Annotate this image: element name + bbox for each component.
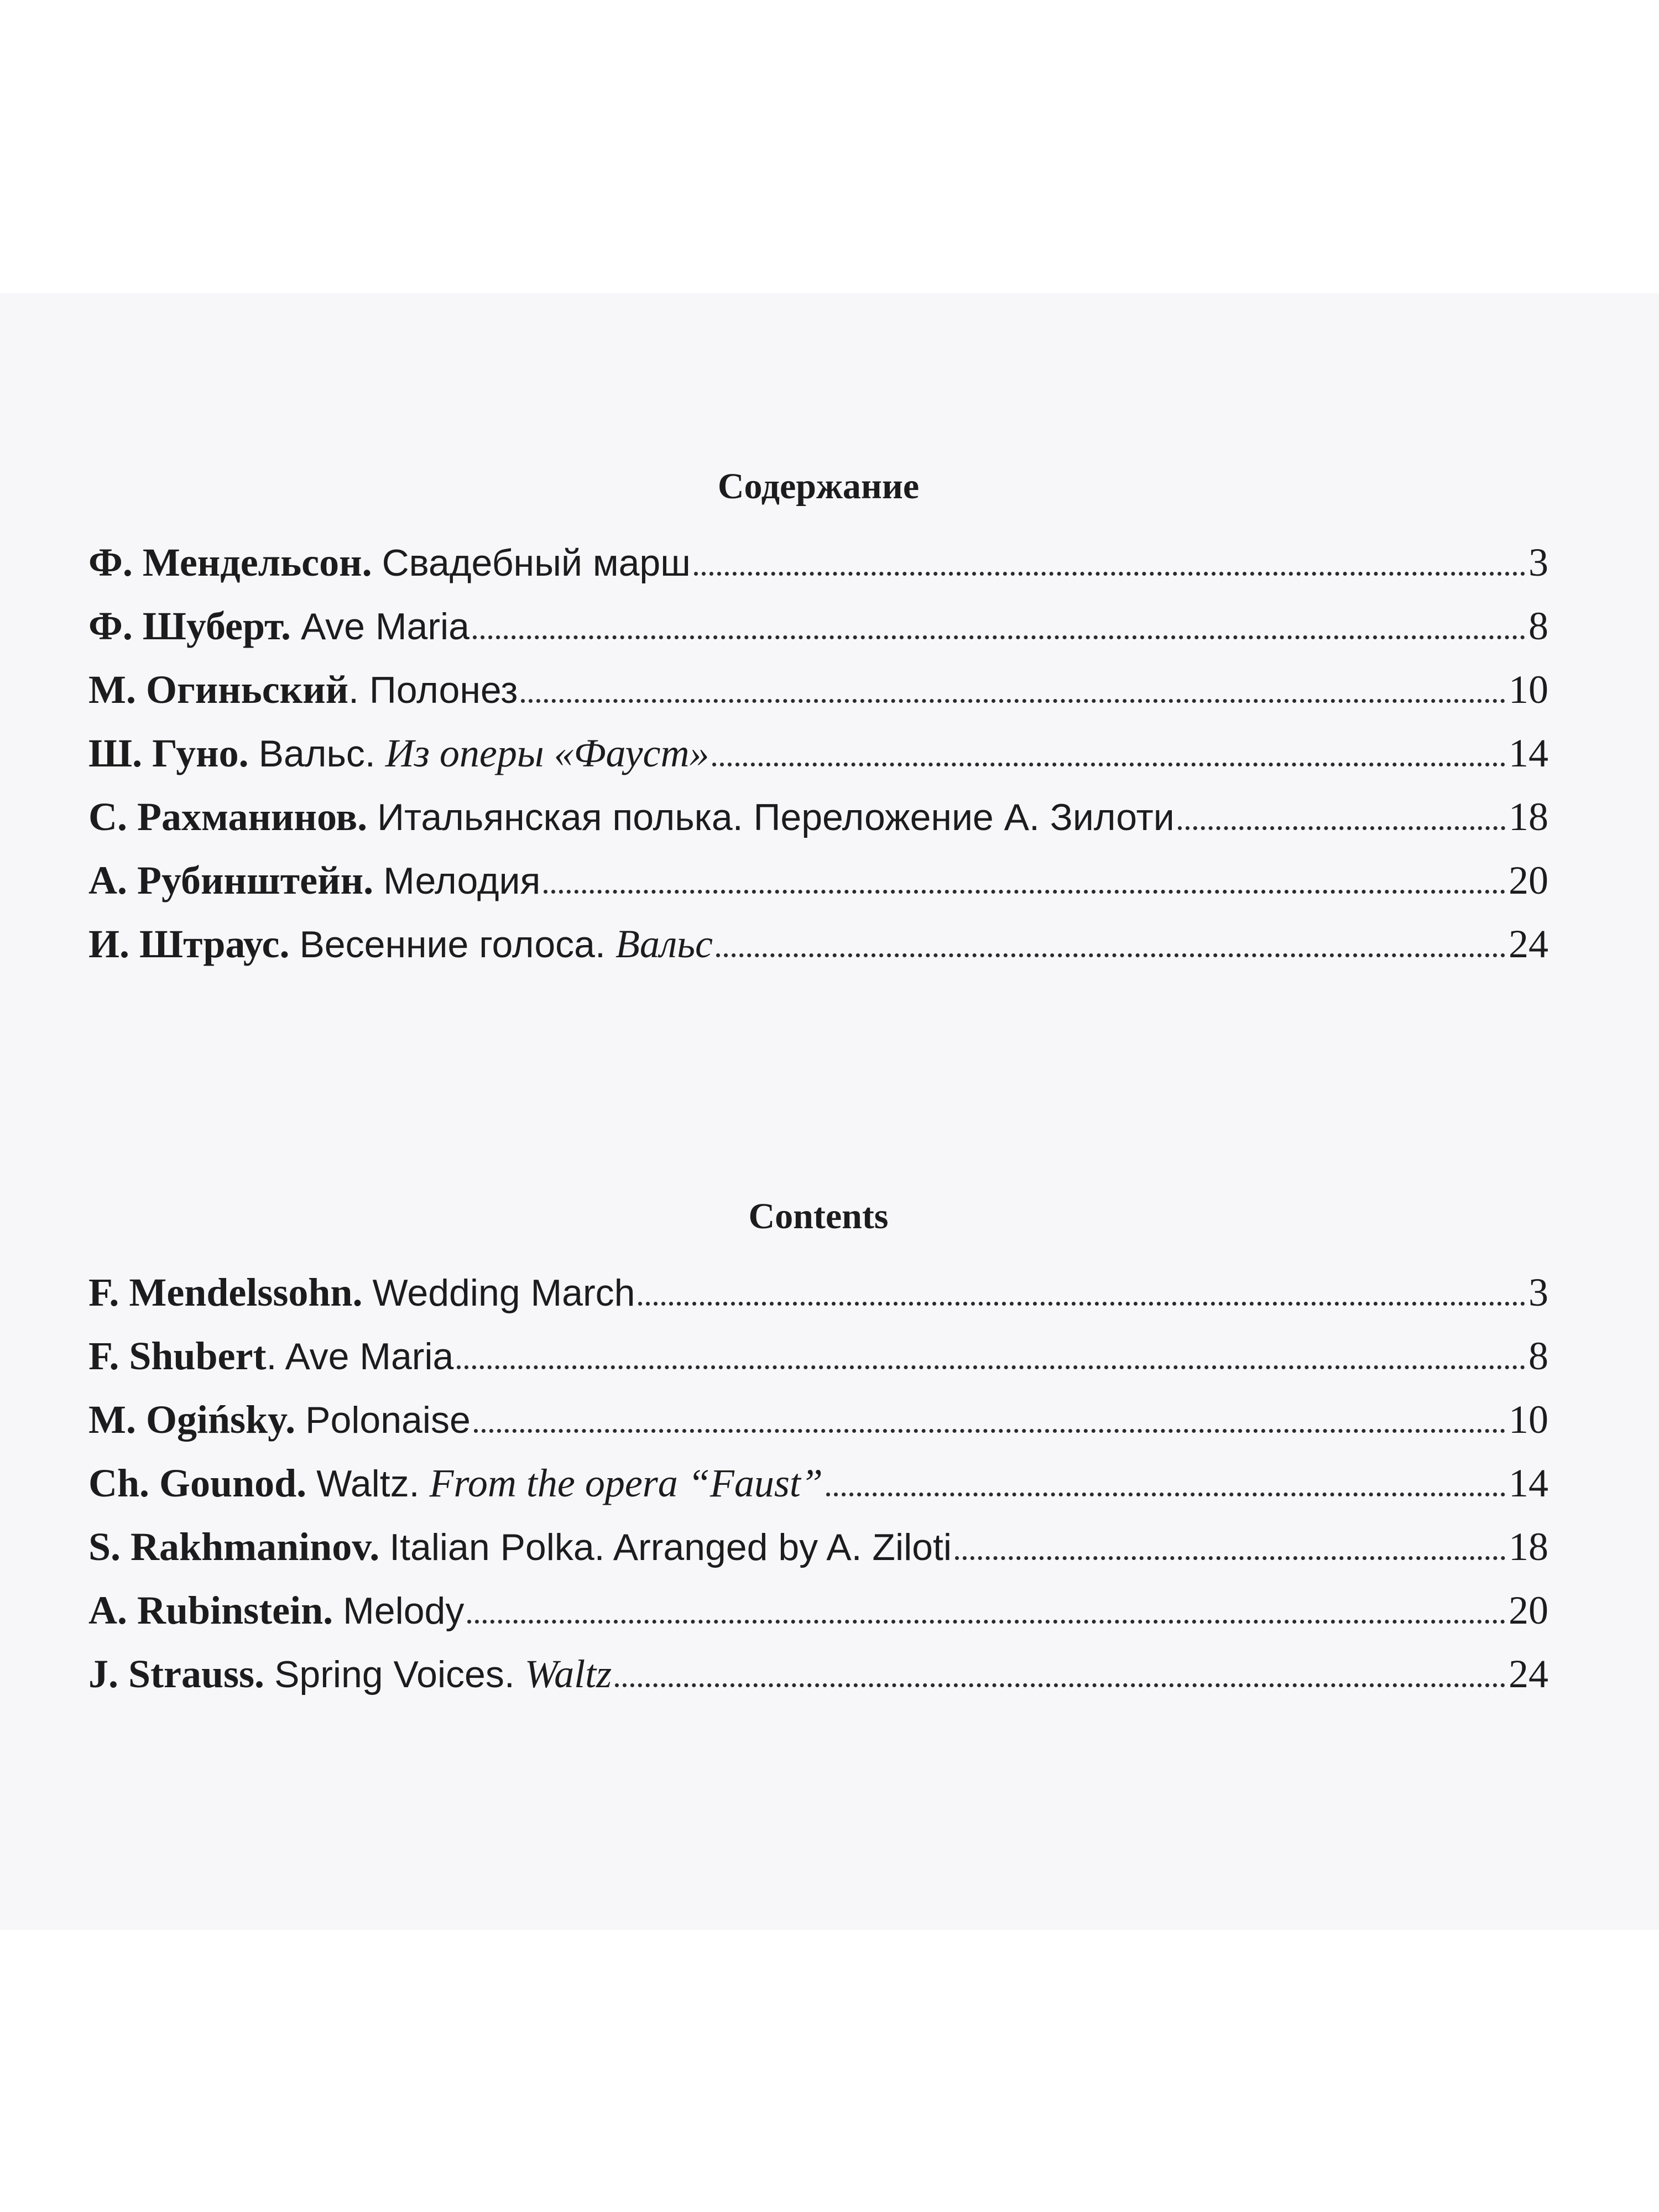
page-number: 24 (1509, 1652, 1548, 1696)
work-title: Waltz. (316, 1463, 420, 1505)
dot-leader (694, 572, 1525, 576)
toc-entry[interactable] (88, 667, 1548, 731)
composer: S. Rakhmaninov. (88, 1525, 380, 1569)
dot-leader (544, 890, 1505, 894)
toc-entry[interactable] (88, 921, 1548, 985)
scanned-page (0, 293, 1659, 1930)
composer: F. Mendelssohn. (88, 1270, 363, 1314)
toc-entry[interactable] (88, 603, 1548, 667)
work-subtitle: Вальс (615, 922, 713, 966)
composer: Ш. Гуно. (88, 731, 249, 775)
work-subtitle: Waltz (524, 1652, 612, 1696)
dot-leader (615, 1683, 1505, 1687)
dot-leader (955, 1556, 1505, 1560)
page-number: 14 (1509, 731, 1548, 775)
toc-title-russian: Содержание (717, 466, 920, 507)
composer: А. Рубинштейн. (88, 858, 374, 902)
toc-entry[interactable] (88, 731, 1548, 794)
toc-entry[interactable] (88, 1333, 1548, 1397)
work-title: Italian Polka. Arranged by A. Ziloti (389, 1526, 952, 1568)
page-number: 20 (1509, 1588, 1548, 1632)
toc-entry[interactable] (88, 1524, 1548, 1588)
page-number: 14 (1509, 1461, 1548, 1505)
composer: С. Рахманинов. (88, 795, 368, 839)
composer: J. Strauss. (88, 1652, 265, 1696)
work-subtitle: Из оперы «Фауст» (385, 731, 709, 775)
page-number: 18 (1509, 795, 1548, 839)
work-title: Вальс. (258, 733, 375, 775)
dot-leader (1178, 826, 1505, 830)
toc-entry[interactable] (88, 1270, 1548, 1333)
page-number: 3 (1528, 540, 1548, 585)
composer: Ф. Шуберт. (88, 604, 291, 648)
dot-leader (474, 1429, 1505, 1433)
dot-leader (638, 1302, 1525, 1306)
page-number: 18 (1509, 1525, 1548, 1569)
toc-entry[interactable] (88, 540, 1548, 603)
work-title: Ave Maria (301, 606, 469, 648)
page-number: 20 (1509, 858, 1548, 902)
work-title: Свадебный марш (382, 542, 691, 584)
work-title: Wedding March (372, 1272, 635, 1314)
toc-entry[interactable] (88, 1460, 1548, 1524)
page-number: 8 (1528, 1334, 1548, 1378)
toc-entry[interactable] (88, 1588, 1548, 1651)
work-title: Melody (343, 1590, 465, 1632)
toc-english (88, 1194, 1548, 1715)
dot-leader (467, 1620, 1505, 1624)
toc-entry[interactable] (88, 858, 1548, 921)
dot-leader (457, 1365, 1525, 1369)
work-title: Spring Voices. (274, 1653, 515, 1695)
dot-leader (826, 1493, 1505, 1496)
toc-russian (88, 465, 1548, 985)
composer: М. Огиньский (88, 667, 349, 712)
composer: Ch. Gounod. (88, 1461, 307, 1505)
toc-entry[interactable] (88, 794, 1548, 858)
work-title: Polonaise (305, 1399, 471, 1441)
work-title: . Ave Maria (266, 1335, 454, 1378)
work-title: Итальянская полька. Переложение А. Зилоти (377, 796, 1175, 838)
composer: И. Штраус. (88, 922, 290, 966)
composer: M. Ogińsky. (88, 1397, 296, 1442)
work-title: Весенние голоса. (299, 924, 606, 966)
composer: A. Rubinstein. (88, 1588, 333, 1632)
toc-title-english: Contents (748, 1196, 889, 1237)
page-number: 24 (1509, 922, 1548, 966)
dot-leader (473, 635, 1525, 639)
composer: F. Shubert (88, 1334, 267, 1378)
dot-leader (712, 763, 1505, 766)
page-number: 10 (1509, 1397, 1548, 1442)
composer: Ф. Мендельсон. (88, 540, 372, 585)
toc-entry[interactable] (88, 1397, 1548, 1460)
work-subtitle: From the opera “Faust” (429, 1461, 823, 1505)
work-title: . Полонез (348, 669, 518, 711)
toc-entry[interactable] (88, 1651, 1548, 1715)
dot-leader (716, 953, 1505, 957)
page-number: 10 (1509, 667, 1548, 712)
work-title: Мелодия (383, 860, 541, 902)
page-number: 8 (1528, 604, 1548, 648)
page-number: 3 (1528, 1270, 1548, 1314)
dot-leader (521, 699, 1505, 703)
